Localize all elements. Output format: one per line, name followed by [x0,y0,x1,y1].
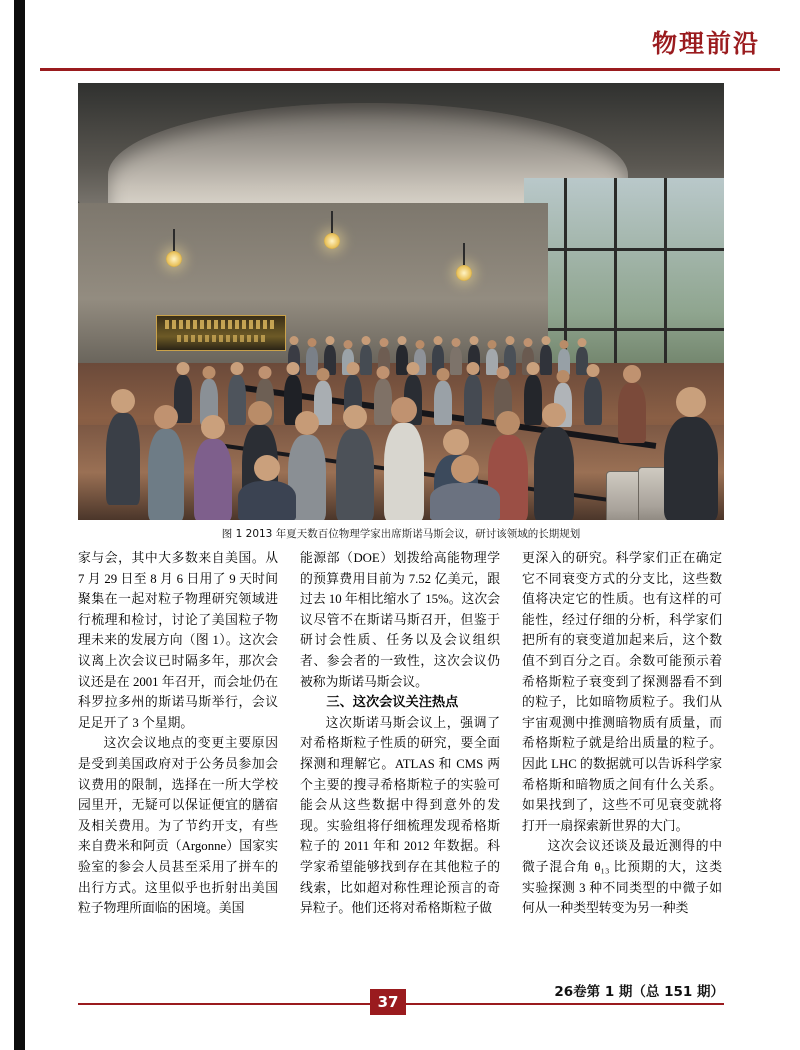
paragraph: 能源部（DOE）划拨给高能物理学的预算费用目前为 7.52 亿美元，跟过去 10 年相比缩水了 15%。这次会议尽管不在斯诺马斯召开，但鉴于研讨会性质、任务以及会议组织者、参会者的一致性，这次会议仍被称为斯诺马斯会议。 [300,551,500,689]
section-heading: 三、这次会议关注热点 [326,694,459,710]
figure-caption: 图 1 2013 年夏天数百位物理学家出席斯诺马斯会议，研讨该领域的长期规划 [221,528,581,540]
article-body [78,548,724,958]
issue-label: 26卷第 1 期（总 151 期） [554,984,724,1000]
column-left [78,548,278,958]
paragraph: 这次会议还谈及最近测得的中微子混合角 θ₁₃ 比预期的大，这类实验探测 3 种不同类型的中微子如何从一种类型转变为另一种类 [522,839,722,916]
column-right [522,548,722,958]
header-title: 物理前沿 [651,29,760,58]
header-rule [40,68,780,71]
paragraph: 这次斯诺马斯会议上，强调了对希格斯粒子性质的研究，要全面探测和理解它。ATLAS 和 CMS 两个主要的搜寻希格斯粒子的实验可能会从这些数据中得到意外的发现。实验组将仔细梳理发现希格斯粒子的 2011 年和 2012 年数据。科学家希望能够找到存在其他粒子的线索，比如超对称性理论预言的奇异粒子。他们还将对希格斯粒子做 [300,715,500,916]
photo-crowd [78,83,724,520]
page-header [40,18,780,70]
paragraph: 更深入的研究。科学家们正在确定它不同衰变方式的分支比，这些数值将决定它的性质。也有这样的可能性，经过仔细的分析，科学家们把所有的衰变道加起来后，这个数值不到百分之百。余数可能预示着希格斯粒子衰变到了探测器看不到的粒子，比如暗物质粒子。我们从宇宙观测中推测暗物质有质量，而希格斯粒子就是给出质量的粒子。因此 LHC 的数据就可以告诉科学家希格斯和暗物质之间有什么关系。如果找到了，这些不可见衰变就将打开一扇探索新世界的大门。 [522,551,722,833]
page-number: 37 [370,989,406,1015]
figure-image [78,83,724,520]
paragraph: 家与会，其中大多数来自美国。从 7 月 29 日至 8 月 6 日用了 9 天时间聚集在一起对粒子物理研究领域进行梳理和检讨，讨论了美国粒子物理未来的发展方向（图 1）。这次会议离上次会议已时隔多年，那次会议还是在 2001 年召开，而会址仍在科罗拉多州的斯诺马斯举行，会议足足开了 3 个星期。 [78,551,278,730]
conference-crowd-photo [78,83,724,520]
page-edge-bar [14,0,25,1050]
paragraph: 这次会议地点的变更主要原因是受到美国政府对于公务员参加会议费用的限制，选择在一所大学校园里开，无疑可以保证便宜的膳宿及相关费用。为了节约开支，有些来自费米和阿贡（Argonne）国家实验室的参会人员甚至采用了拼车的出行方式。这里似乎也折射出美国粒子物理所面临的困境。美国 [78,736,278,916]
column-middle [300,548,500,958]
